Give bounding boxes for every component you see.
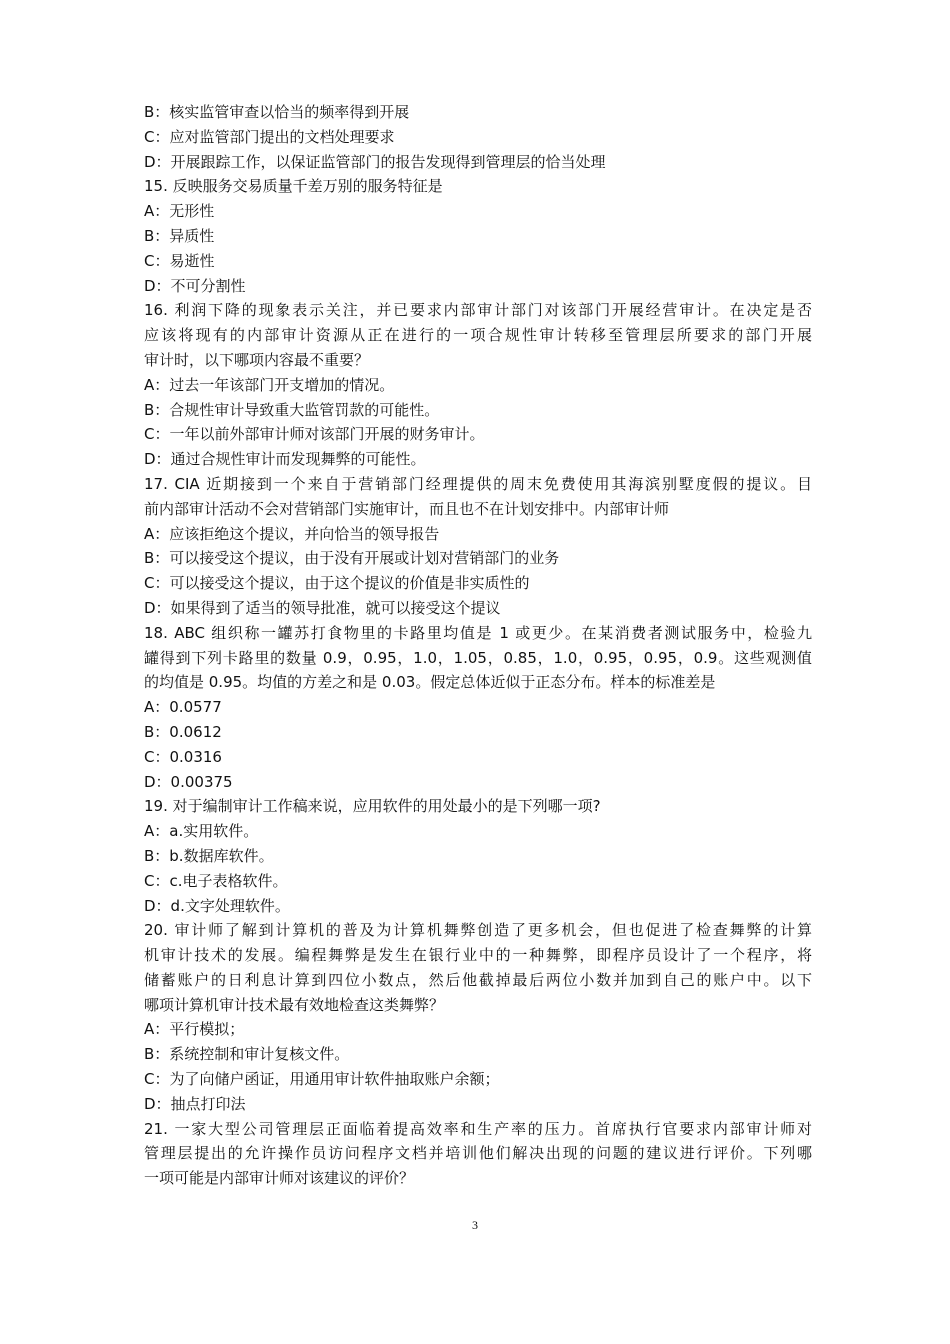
question-text-line: 应该将现有的内部审计资源从正在进行的一项合规性审计转移至管理层所要求的部门开展 [144, 326, 812, 345]
question-text-line: 15. 反映服务交易质量千差万别的服务特征是 [144, 177, 443, 196]
question-text-line: 21. 一家大型公司管理层正面临着提高效率和生产率的压力。首席执行官要求内部审计师对 [144, 1119, 812, 1138]
answer-option: D：通过合规性审计而发现舞弊的可能性。 [144, 450, 426, 469]
page-number: 3 [472, 1218, 478, 1232]
answer-option: C：一年以前外部审计师对该部门开展的财务审计。 [144, 425, 485, 444]
answer-option: B：0.0612 [144, 722, 222, 741]
answer-option: C：易逝性 [144, 251, 215, 270]
answer-option: C：为了向储户函证，用通用审计软件抽取账户余额； [144, 1070, 500, 1089]
answer-option: B：异质性 [144, 226, 215, 245]
answer-option: B：合规性审计导致重大监管罚款的可能性。 [144, 400, 440, 419]
answer-option: D：如果得到了适当的领导批准，就可以接受这个提议 [144, 598, 501, 617]
answer-option: D：0.00375 [144, 772, 233, 791]
question-text-line: 审计时，以下哪项内容最不重要？ [144, 350, 370, 369]
question-text-line: 16. 利润下降的现象表示关注，并已要求内部审计部门对该部门开展经营审计。在决定是否 [144, 301, 812, 320]
answer-option: A：a.实用软件。 [144, 822, 259, 841]
question-text-line: 20. 审计师了解到计算机的普及为计算机舞弊创造了更多机会，但也促进了检查舞弊的计算 [144, 921, 812, 940]
answer-option: D：抽点打印法 [144, 1094, 246, 1113]
answer-option: D：开展跟踪工作，以保证监管部门的报告发现得到管理层的恰当处理 [144, 152, 606, 171]
answer-option: C：0.0316 [144, 747, 222, 766]
question-text-line: 管理层提出的允许操作员访问程序文档并培训他们解决出现的问题的建议进行评价。下列哪 [144, 1144, 812, 1163]
document-body [144, 100, 812, 1191]
answer-option: B：可以接受这个提议，由于没有开展或计划对营销部门的业务 [144, 549, 560, 568]
question-text-line: 19. 对于编制审计工作稿来说，应用软件的用处最小的是下列哪一项? [144, 797, 601, 816]
answer-option: A：应该拒绝这个提议，并向恰当的领导报告 [144, 524, 440, 543]
answer-option: C：c.电子表格软件。 [144, 871, 288, 890]
question-text-line: 的均值是 0.95。均值的方差之和是 0.03。假定总体近似于正态分布。样本的标准差是 [144, 673, 716, 692]
answer-option: A：平行模拟； [144, 1020, 245, 1039]
question-text-line: 哪项计算机审计技术最有效地检查这类舞弊？ [144, 995, 445, 1014]
answer-option: C：可以接受这个提议，由于这个提议的价值是非实质性的 [144, 574, 530, 593]
question-text-line: 储蓄账户的日利息计算到四位小数点，然后他截掉最后两位小数并加到自己的账户中。以下 [144, 970, 812, 989]
answer-option: A：过去一年该部门开支增加的情况。 [144, 375, 395, 394]
question-text-line: 18. ABC 组织称一罐苏打食物里的卡路里均值是 1 或更少。在某消费者测试服务中，检验九 [144, 623, 812, 642]
question-text-line: 前内部审计活动不会对营销部门实施审计，而且也不在计划安排中。内部审计师 [144, 499, 670, 518]
answer-option: B：核实监管审查以恰当的频率得到开展 [144, 103, 410, 121]
question-text-line: 17. CIA 近期接到一个来自于营销部门经理提供的周末免费使用其海滨别墅度假的提议。目 [144, 474, 812, 493]
answer-option: A：0.0577 [144, 698, 222, 717]
answer-option: C：应对监管部门提出的文档处理要求 [144, 127, 395, 146]
question-text-line: 罐得到下列卡路里的数量 0.9，0.95，1.0，1.05，0.85，1.0，0.95，0.95，0.9。这些观测值 [144, 648, 812, 667]
answer-option: D：d.文字处理软件。 [144, 896, 290, 915]
answer-option: B：系统控制和审计复核文件。 [144, 1045, 350, 1064]
answer-option: D：不可分割性 [144, 276, 246, 295]
answer-option: B：b.数据库软件。 [144, 846, 274, 865]
question-text-line: 一项可能是内部审计师对该建议的评价？ [144, 1169, 415, 1188]
question-text-line: 机审计技术的发展。编程舞弊是发生在银行业中的一种舞弊，即程序员设计了一个程序，将 [144, 946, 812, 965]
answer-option: A：无形性 [144, 202, 215, 221]
